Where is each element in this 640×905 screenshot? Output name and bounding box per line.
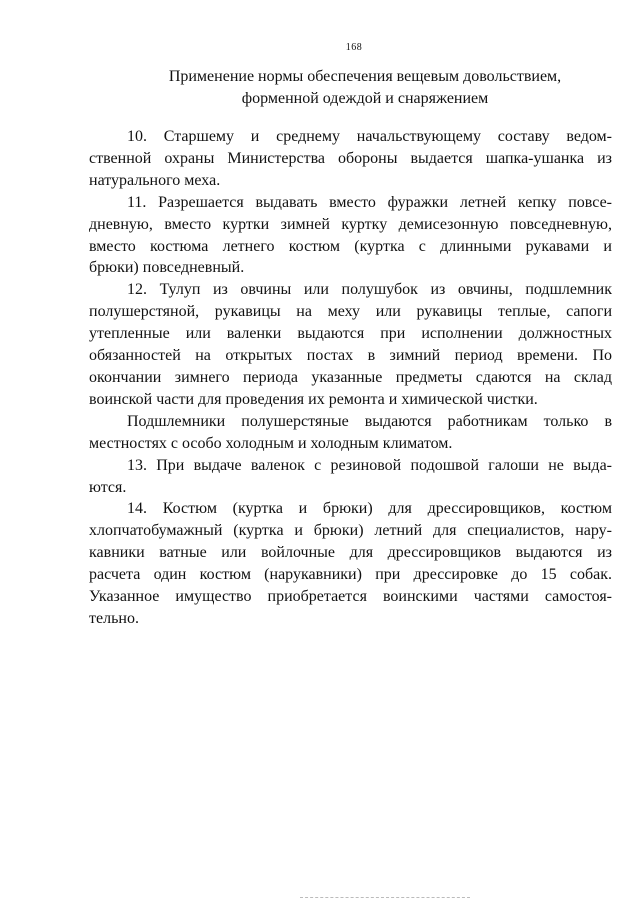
paragraph-line: хлопчатобумажный (куртка и брюки) летний для специалистов, нару- [89, 522, 612, 540]
paragraph-line: кавники ватные или войлочные для дрессировщиков выдаются из [89, 544, 612, 562]
paragraph-line: воинской части для проведения их ремонта и химической чистки. [89, 390, 538, 408]
document-body [89, 126, 612, 630]
paragraph-helmet-liners [89, 411, 612, 455]
paragraph-line: 13. При выдаче валенок с резиновой подошвой галоши не выда- [127, 456, 612, 474]
paragraph-line: расчета один костюм (нарукавники) при дрессировке до 15 собак. [89, 566, 612, 584]
paragraph-line: натурального меха. [89, 171, 221, 189]
paragraph-line: 14. Костюм (куртка и брюки) для дрессировщиков, костюм [127, 500, 612, 518]
paragraph-line: ственной охраны Министерства обороны выдается шапка-ушанка из [89, 149, 612, 167]
paragraph-line: Подшлемники полушерстяные выдаются работникам только в [127, 412, 612, 430]
paragraph-line: дневную, вместо куртки зимней куртку демисезонную повседневную, [89, 215, 612, 233]
scan-edge-divider [300, 897, 470, 898]
paragraph-line: тельно. [89, 609, 139, 627]
paragraph-line: местностях с особо холодным и холодным климатом. [89, 434, 453, 452]
paragraph-line: 11. Разрешается выдавать вместо фуражки летней кепку повсе- [127, 193, 612, 211]
paragraph-line: вместо костюма летнего костюм (куртка с длинными рукавами и [89, 237, 612, 255]
section-title-line-2: форменной одеждой и снаряжением [241, 90, 489, 107]
section-title-line-1: Применение нормы обеспечения вещевым довольствием, [168, 68, 562, 85]
paragraph-line: 12. Тулуп из овчины или полушубок из овчины, подшлемник [127, 281, 612, 299]
paragraph-line: окончании зимнего периода указанные предметы сдаются на склад [89, 368, 612, 386]
paragraph-14 [89, 498, 612, 629]
paragraph-line: полушерстяной, рукавицы на меху или рукавицы теплые, сапоги [89, 303, 612, 321]
page-number: 168 [345, 42, 363, 53]
paragraph-13 [89, 455, 612, 499]
paragraph-11 [89, 192, 612, 280]
paragraph-12 [89, 279, 612, 410]
section-title [120, 66, 610, 110]
paragraph-line: 10. Старшему и среднему начальствующему составу ведом- [127, 128, 612, 145]
paragraph-line: брюки) повседневный. [89, 259, 245, 277]
paragraph-line: утепленные или валенки выдаются при исполнении должностных [89, 325, 612, 343]
paragraph-line: Указанное имущество приобретается воинскими частями самостоя- [89, 588, 612, 606]
paragraph-line: ются. [89, 478, 127, 496]
paragraph-line: обязанностей на открытых постах в зимний период времени. По [89, 347, 612, 365]
paragraph-10 [89, 126, 612, 192]
